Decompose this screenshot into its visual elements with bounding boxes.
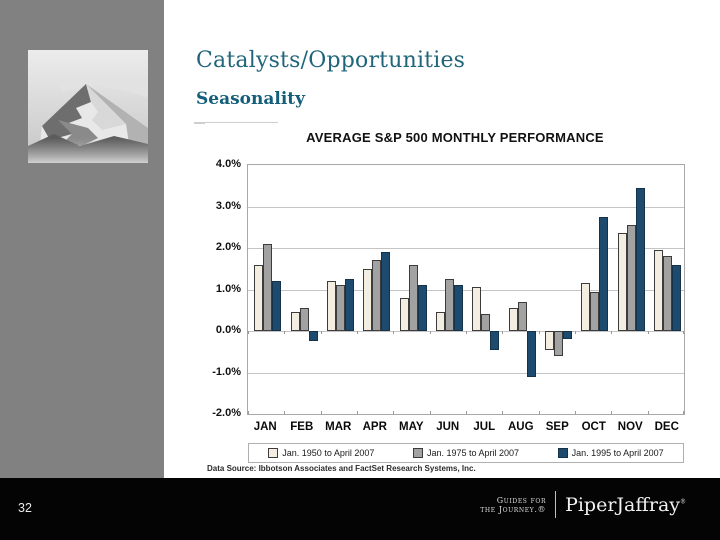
- y-axis-labels: [205, 158, 243, 419]
- axis-tick: [575, 331, 576, 334]
- ytick-label: 0.0%: [215, 324, 241, 336]
- axis-tick: [611, 331, 612, 334]
- page-number: 32: [18, 501, 32, 515]
- bar-mar-series1: [327, 281, 336, 331]
- chart-panel: [205, 123, 705, 476]
- axis-tick: [466, 331, 467, 334]
- axis-tick: [284, 331, 285, 334]
- legend-swatch-1950: [268, 448, 278, 458]
- month-label-dec: DEC: [654, 421, 679, 433]
- bar-aug-series2: [518, 302, 527, 331]
- legend-label-1995: Jan. 1995 to April 2007: [571, 448, 664, 458]
- plot-area: [247, 164, 685, 415]
- month-label-feb: FEB: [290, 421, 314, 433]
- month-label-sep: SEP: [545, 421, 569, 433]
- axis-tick: [539, 331, 540, 334]
- sidebar: [0, 0, 164, 478]
- page-title: Catalysts/Opportunities: [196, 48, 466, 73]
- logo-tagline: [480, 496, 546, 514]
- legend-label-1975: Jan. 1975 to April 2007: [426, 448, 520, 458]
- ytick-label: 4.0%: [215, 158, 241, 170]
- month-label-nov: NOV: [617, 421, 643, 433]
- month-label-jun: JUN: [436, 421, 460, 433]
- legend-swatch-1975: [413, 448, 423, 458]
- bar-dec-series1: [654, 250, 663, 331]
- ytick-label: -1.0%: [212, 365, 241, 378]
- bar-mar-series2: [336, 285, 345, 331]
- axis-tick: [575, 411, 576, 414]
- bar-mar-series3: [345, 279, 354, 331]
- bar-oct-series1: [581, 283, 590, 331]
- legend-item-1950: [268, 448, 374, 458]
- bar-may-series1: [400, 298, 409, 331]
- bar-nov-series2: [627, 225, 636, 331]
- month-label-aug: AUG: [507, 421, 534, 433]
- bar-dec-series2: [663, 256, 672, 331]
- bar-sep-series3: [563, 331, 572, 339]
- axis-tick: [248, 331, 249, 334]
- bar-may-series2: [409, 265, 418, 331]
- page-subtitle: Seasonality: [196, 89, 306, 109]
- registered-mark: ®: [680, 498, 686, 506]
- axis-tick: [683, 411, 684, 414]
- bar-nov-series1: [618, 233, 627, 331]
- ytick-label: 2.0%: [215, 241, 241, 253]
- axis-tick: [539, 411, 540, 414]
- legend-item-1975: [413, 448, 519, 458]
- month-label-may: MAY: [399, 421, 424, 433]
- ytick-label: -2.0%: [212, 407, 241, 419]
- logo-tagline-line2: the Journey.®: [480, 504, 547, 514]
- bar-apr-series2: [372, 260, 381, 331]
- bar-jan-series3: [272, 281, 281, 331]
- axis-tick: [393, 411, 394, 414]
- mountain-photo: [28, 50, 148, 163]
- axis-tick: [321, 411, 322, 414]
- month-labels: [247, 421, 685, 433]
- axis-tick: [284, 411, 285, 414]
- axis-tick: [430, 411, 431, 414]
- month-label-jan: JAN: [253, 421, 277, 433]
- bar-may-series3: [418, 285, 427, 331]
- bar-jul-series2: [481, 314, 490, 331]
- axis-tick: [502, 411, 503, 414]
- axis-tick: [321, 331, 322, 334]
- axis-tick: [357, 331, 358, 334]
- footer-logo: [480, 491, 686, 518]
- footer: [0, 478, 720, 540]
- axis-tick: [466, 411, 467, 414]
- bar-sep-series1: [545, 331, 554, 350]
- month-label-oct: OCT: [581, 421, 606, 433]
- ytick-label: 1.0%: [215, 282, 241, 295]
- axis-tick: [648, 411, 649, 414]
- bar-jun-series3: [454, 285, 463, 331]
- chart-title: AVERAGE S&P 500 MONTHLY PERFORMANCE: [306, 130, 604, 145]
- axis-tick: [683, 331, 684, 334]
- legend-label-1950: Jan. 1950 to April 2007: [282, 448, 375, 458]
- axis-tick: [648, 331, 649, 334]
- axis-tick: [248, 411, 249, 414]
- bar-jan-series1: [254, 265, 263, 331]
- bar-dec-series3: [672, 265, 681, 331]
- chart-source: Data Source: Ibbotson Associates and FactSet Research Systems, Inc.: [207, 464, 476, 473]
- month-label-apr: APR: [362, 421, 387, 433]
- gridline: [248, 207, 684, 208]
- legend-swatch-1995: [558, 448, 568, 458]
- logo-divider: [555, 491, 556, 518]
- bar-aug-series3: [527, 331, 536, 377]
- bar-feb-series3: [309, 331, 318, 341]
- bar-apr-series1: [363, 269, 372, 331]
- axis-tick: [502, 331, 503, 334]
- bar-jan-series2: [263, 244, 272, 331]
- axis-tick: [430, 331, 431, 334]
- month-label-mar: MAR: [325, 421, 352, 433]
- gridline: [248, 373, 684, 374]
- bar-aug-series1: [509, 308, 518, 331]
- month-label-jul: JUL: [473, 421, 496, 433]
- axis-tick: [393, 331, 394, 334]
- bar-oct-series2: [590, 292, 599, 331]
- ytick-label: 3.0%: [215, 199, 241, 212]
- bar-jul-series3: [490, 331, 499, 350]
- logo-tagline-line1: Guides for: [496, 495, 547, 505]
- bar-jul-series1: [472, 287, 481, 331]
- legend-item-1995: [558, 448, 664, 458]
- bar-apr-series3: [381, 252, 390, 331]
- bar-oct-series3: [599, 217, 608, 331]
- bar-nov-series3: [636, 188, 645, 331]
- bar-sep-series2: [554, 331, 563, 356]
- axis-tick: [357, 411, 358, 414]
- bar-feb-series2: [300, 308, 309, 331]
- bar-jun-series1: [436, 312, 445, 331]
- chart-legend: [248, 443, 684, 463]
- bar-jun-series2: [445, 279, 454, 331]
- brand-wordmark: PiperJaffray®: [565, 493, 686, 516]
- bar-feb-series1: [291, 312, 300, 331]
- axis-tick: [611, 411, 612, 414]
